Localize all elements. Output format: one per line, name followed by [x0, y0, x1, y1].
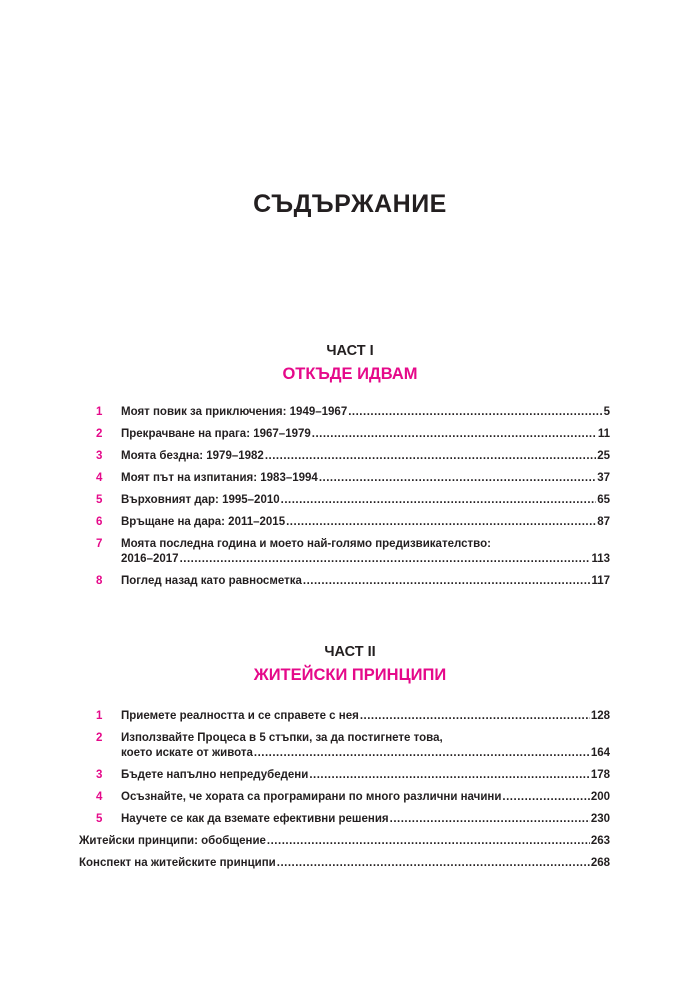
- part1-toc: [79, 405, 610, 589]
- page-number: 37: [597, 472, 610, 484]
- chapter-title: Върховният дар: 1995–2010: [121, 494, 280, 506]
- leader-dots: [502, 790, 589, 805]
- chapter-number: 5: [96, 494, 103, 506]
- page-number: 268: [590, 857, 610, 869]
- chapter-number: 8: [96, 575, 103, 587]
- toc-entry[interactable]: [79, 856, 610, 871]
- chapter-number: 2: [96, 428, 103, 440]
- chapter-title: което искате от живота: [121, 747, 253, 759]
- page-number: 263: [590, 835, 610, 847]
- chapter-title: Поглед назад като равносметка: [121, 575, 302, 587]
- chapter-number: 7: [96, 538, 103, 550]
- leader-dots: [319, 471, 596, 486]
- leader-dots: [277, 856, 590, 871]
- page-number: 200: [590, 791, 610, 803]
- toc-entry[interactable]: [79, 515, 610, 530]
- chapter-number: 4: [96, 791, 103, 803]
- toc-entry[interactable]: [79, 834, 610, 849]
- chapter-title: Бъдете напълно непредубедени: [121, 769, 309, 781]
- toc-entry[interactable]: [79, 427, 610, 442]
- page-number: 117: [591, 575, 610, 587]
- leader-dots: [360, 709, 590, 724]
- toc-entry[interactable]: [79, 731, 610, 761]
- chapter-title: Моята бездна: 1979–1982: [121, 450, 264, 462]
- leader-dots: [281, 493, 597, 508]
- toc-entry[interactable]: [79, 812, 610, 827]
- leader-dots: [303, 574, 591, 589]
- part2-toc: [79, 709, 610, 871]
- page-number: 113: [591, 553, 610, 565]
- leader-dots: [286, 515, 596, 530]
- section-title: Житейски принципи: обобщение: [79, 835, 266, 847]
- toc-entry[interactable]: [79, 449, 610, 464]
- page-number: 164: [590, 747, 610, 759]
- chapter-number: 3: [96, 769, 103, 781]
- leader-dots: [265, 449, 596, 464]
- toc-entry[interactable]: [79, 493, 610, 508]
- chapter-title: Научете се как да вземате ефективни решения: [121, 813, 389, 825]
- leader-dots: [254, 746, 590, 761]
- chapter-title: Осъзнайте, че хората са програмирани по много различни начини: [121, 791, 502, 803]
- leader-dots: [309, 768, 589, 783]
- toc-entry[interactable]: [79, 471, 610, 486]
- toc-entry[interactable]: [79, 574, 610, 589]
- section-title: Конспект на житейските принципи: [79, 857, 276, 869]
- chapter-title: Приемете реалността и се справете с нея: [121, 710, 359, 722]
- chapter-number: 2: [96, 732, 103, 744]
- page-number: 11: [597, 428, 610, 440]
- part1-label: ЧАСТ I: [326, 343, 374, 359]
- chapter-title: Моят път на изпитания: 1983–1994: [121, 472, 318, 484]
- chapter-title: Моят повик за приключения: 1949–1967: [121, 406, 348, 418]
- page-number: 128: [590, 710, 610, 722]
- page-number: 87: [597, 516, 610, 528]
- chapter-number: 1: [96, 710, 103, 722]
- part1-title: ОТКЪДЕ ИДВАМ: [282, 365, 418, 383]
- leader-dots: [348, 405, 602, 420]
- chapter-number: 6: [96, 516, 103, 528]
- toc-entry[interactable]: [79, 768, 610, 783]
- leader-dots: [267, 834, 590, 849]
- toc-entry[interactable]: [79, 709, 610, 724]
- chapter-number: 5: [96, 813, 103, 825]
- toc-entry[interactable]: [79, 405, 610, 420]
- leader-dots: [312, 427, 597, 442]
- chapter-title-line1: Използвайте Процеса в 5 стъпки, за да постигнете това,: [121, 732, 443, 744]
- part2-title: ЖИТЕЙСКИ ПРИНЦИПИ: [253, 666, 447, 684]
- chapter-title-line1: Моята последна година и моето най-голямо предизвикателство:: [121, 538, 491, 550]
- chapter-number: 1: [96, 406, 103, 418]
- leader-dots: [390, 812, 590, 827]
- page-number: 178: [590, 769, 610, 781]
- leader-dots: [180, 552, 591, 567]
- chapter-title: Връщане на дара: 2011–2015: [121, 516, 286, 528]
- toc-entry[interactable]: [79, 790, 610, 805]
- toc-entry[interactable]: [79, 537, 610, 567]
- part2-label: ЧАСТ II: [324, 644, 376, 660]
- chapter-number: 4: [96, 472, 103, 484]
- page-number: 65: [597, 494, 610, 506]
- page-number: 5: [603, 406, 610, 418]
- chapter-title: 2016–2017: [121, 553, 179, 565]
- page-number: 230: [590, 813, 610, 825]
- page-title: СЪДЪРЖАНИЕ: [253, 190, 447, 218]
- chapter-title: Прекрачване на прага: 1967–1979: [121, 428, 311, 440]
- page-number: 25: [597, 450, 610, 462]
- chapter-number: 3: [96, 450, 103, 462]
